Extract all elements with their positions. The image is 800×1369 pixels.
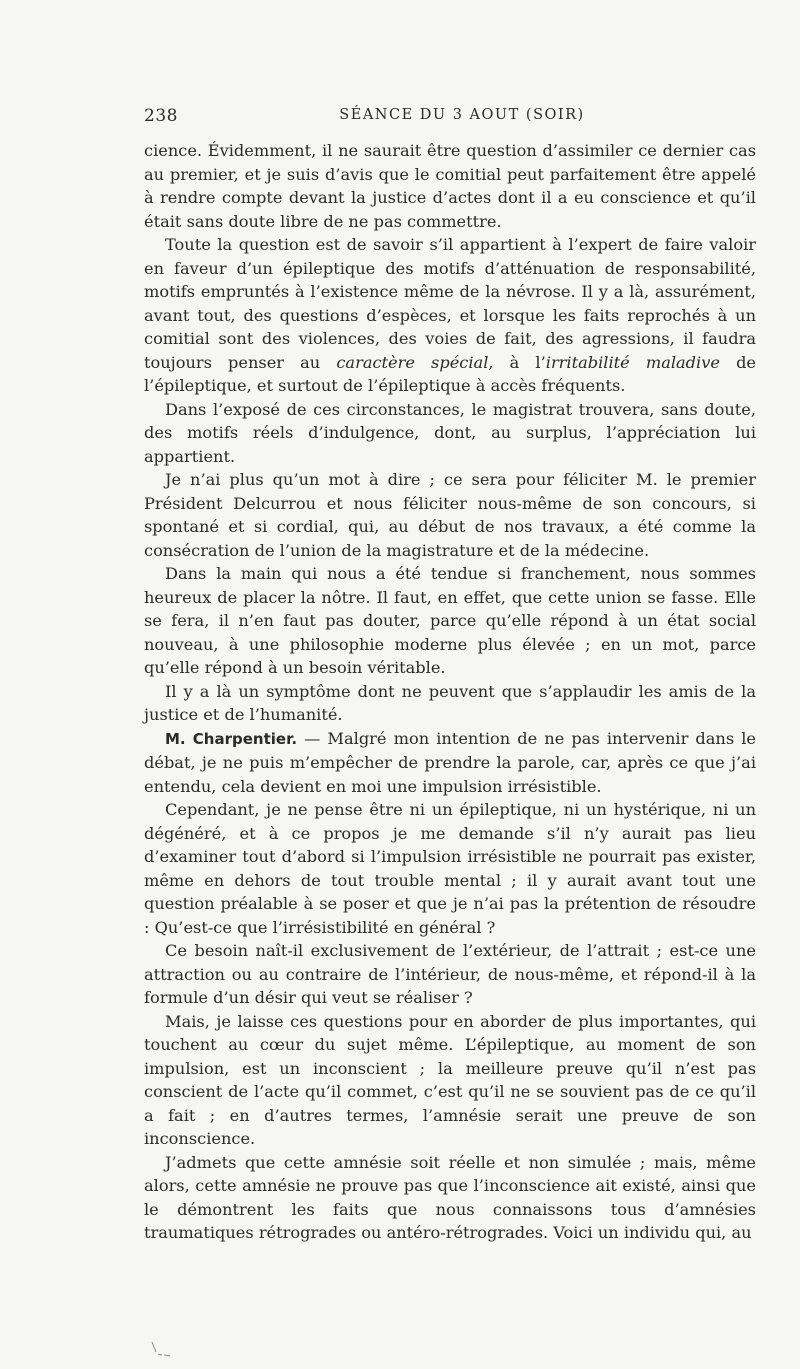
paragraph-2-text-end: de l’épileptique, et surtout de l’épileptique à accès fréquents. (144, 352, 757, 395)
emphasis-irritabilite-maladive: irritabilité maladive (545, 352, 720, 372)
emphasis-caractere-special: caractère spécial (336, 352, 489, 372)
paragraph-1: cience. Évidemment, il ne saurait être question d’assimiler ce dernier cas au premier, et je suis d’avis que le comitial peut parfaitement être appelé à rendre compte devant la justice d’actes dont il a eu conscience et qu’il était sans doute libre de ne pas commettre. (144, 141, 756, 231)
body-text (144, 139, 756, 1245)
paragraph-2 (144, 233, 756, 398)
paragraph-2-text-start: Toute la question est de savoir s’il appartient à l’expert de faire valoir en faveur d’un épileptique des motifs d’atténuation de responsabilité, motifs empruntés à l’existence même de la névrose. Il y a là, assurément, avant tout, des questions d’espèces, et lorsque les faits reprochés à un comitial sont des violences, des voies de fait, des agressions, il faudra toujours penser au (144, 235, 756, 372)
speaker-remarks: — Malgré mon intention de ne pas intervenir dans le débat, je ne puis m’empêcher de prendre la parole, car, après ce que j’ai entendu, cela devient en moi une impulsion irrésistible. (144, 728, 756, 796)
page-header (144, 106, 756, 134)
page-number: 238 (144, 106, 178, 126)
paragraph-6: Il y a là un symptôme dont ne peuvent que s’applaudir les amis de la justice et de l’humanité. (144, 681, 756, 724)
paragraph-11: J’admets que cette amnésie soit réelle et non simulée ; mais, même alors, cette amnésie ne prouve pas que l’inconscience ait existé, ainsi que le démontrent les faits que nous connaissons tous d’amnésies traumatiques rétrogrades ou antéro-rétrogrades. Voici un individu qui, au (144, 1152, 756, 1242)
stray-ink-mark (150, 1340, 180, 1358)
paragraph-3: Dans l’exposé de ces circonstances, le magistrat trouvera, sans doute, des motifs réels d’indulgence, dont, au surplus, l’appréciation lui appartient. (144, 399, 756, 466)
speaker-name: M. Charpentier. (165, 729, 298, 748)
paragraph-9: Ce besoin naît-il exclusivement de l’extérieur, de l’attrait ; est-ce une attraction ou au contraire de l’intérieur, de nous-même, et répond-il à la formule d’un désir qui veut se réaliser ? (144, 941, 756, 1007)
paragraph-7 (144, 727, 756, 799)
paragraph-5: Dans la main qui nous a été tendue si franchement, nous sommes heureux de placer la nôtre. Il faut, en effet, que cette union se fasse. Elle se fera, il n’en faut pas douter, parce qu’elle répond à un état social nouveau, à une philosophie moderne plus élevée ; en un mot, parce qu’elle répond à un besoin véritable. (144, 564, 756, 677)
paragraph-10: Mais, je laisse ces questions pour en aborder de plus importantes, qui touchent au cœur du sujet même. L’épileptique, au moment de son impulsion, est un inconscient ; la meilleure preuve qu’il n’est pas conscient de l’acte qu’il commet, c’est qu’il ne se souvient pas de ce qu’il a fait ; en d’autres termes, l’amnésie serait une preuve de son inconscience. (144, 1011, 756, 1148)
paragraph-8: Cependant, je ne pense être ni un épileptique, ni un hystérique, ni un dégénéré, et à ce propos je me demande s’il n’y aurait pas lieu d’examiner tout d’abord si l’impulsion irrésistible ne pourrait pas exister, même en dehors de tout trouble mental ; il y aurait avant tout une question préalable à se poser et que je n’ai pas la prétention de résoudre : Qu’est-ce que l’irrésistibilité en général ? (144, 800, 756, 937)
paragraph-4: Je n’ai plus qu’un mot à dire ; ce sera pour féliciter M. le premier Président Delcurrou et nous féliciter nous-même de son concours, si spontané et si cordial, qui, au début de nos travaux, a été comme la consécration de l’union de la magistrature et de la médecine. (144, 470, 756, 560)
paragraph-2-text-middle: , à l’ (488, 352, 546, 372)
running-head: SÉANCE DU 3 AOUT (SOIR) (339, 107, 585, 123)
